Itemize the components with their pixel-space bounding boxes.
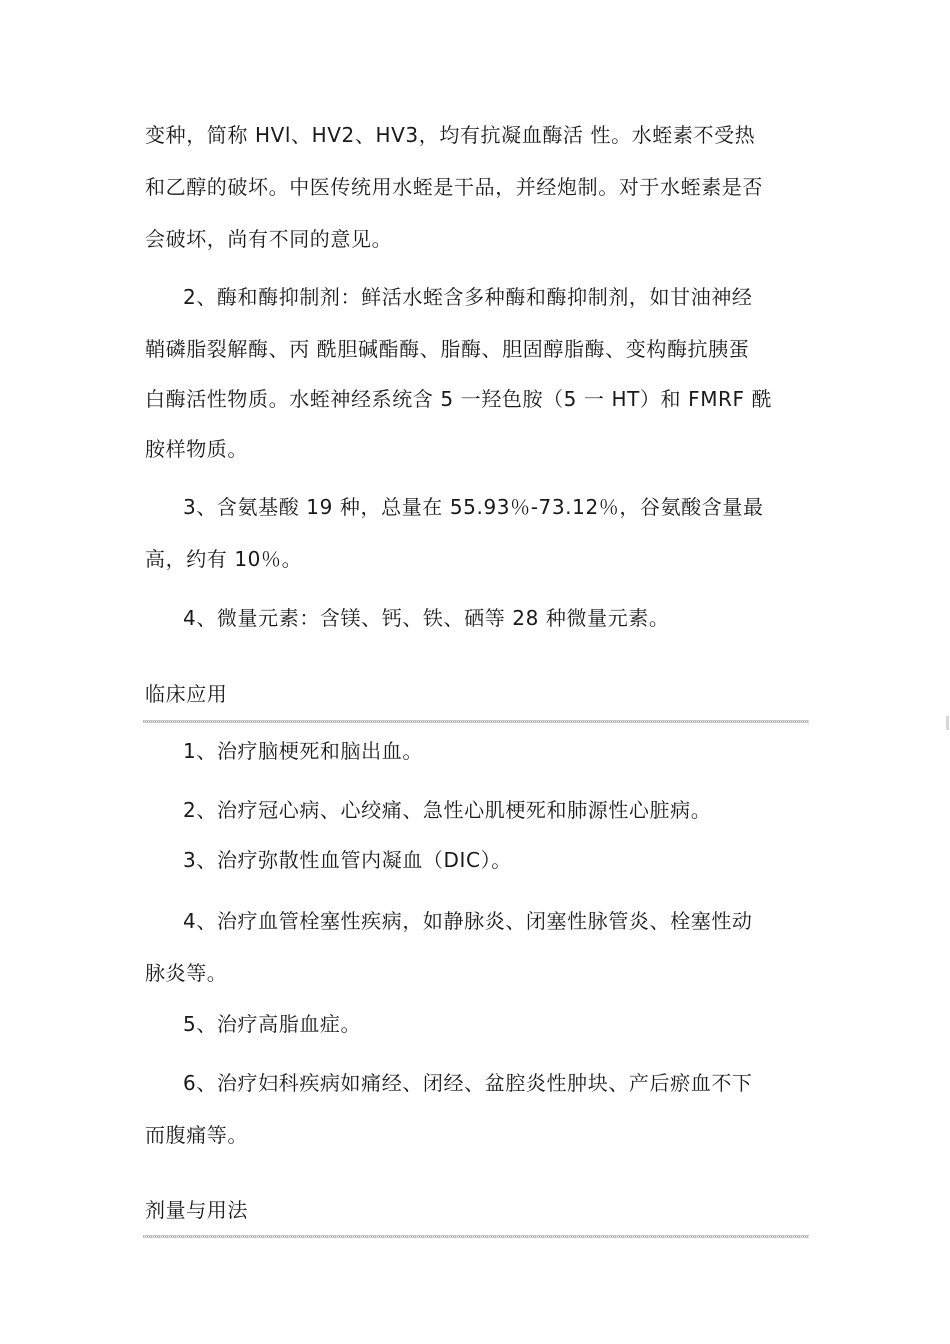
composition-para3-line2: 高，约有 10％。 xyxy=(145,547,303,571)
section-heading-clinical: 临床应用 xyxy=(145,682,228,706)
clinical-item-5: 5、治疗高脂血症。 xyxy=(183,1012,362,1036)
clinical-item-6-line1: 6、治疗妇科疾病如痛经、闭经、盆腔炎性肿块、产后瘀血不下 xyxy=(183,1071,753,1095)
composition-para3-line1: 3、含氨基酸 19 种，总量在 55.93％-73.12％，谷氨酸含量最 xyxy=(183,495,764,519)
page-edge-mark xyxy=(946,716,949,730)
composition-para4-line1: 4、微量元素：含镁、钙、铁、硒等 28 种微量元素。 xyxy=(183,606,670,630)
composition-para1-line2: 和乙醇的破坏。中医传统用水蛭是干品，并经炮制。对于水蛭素是否 xyxy=(145,175,763,199)
composition-para2-line2: 鞘磷脂裂解酶、丙 酰胆碱酯酶、脂酶、胆固醇脂酶、变构酶抗胰蛋 xyxy=(145,337,750,361)
section-divider-dosage xyxy=(143,1235,809,1238)
clinical-item-2: 2、治疗冠心病、心绞痛、急性心肌梗死和肺源性心脏病。 xyxy=(183,798,712,822)
composition-para1-line1: 变种，简称 HVl、HV2、HV3，均有抗凝血酶活 性。水蛭素不受热 xyxy=(145,123,756,147)
composition-para2-line1: 2、酶和酶抑制剂：鲜活水蛭含多种酶和酶抑制剂，如甘油神经 xyxy=(183,285,753,309)
section-heading-dosage: 剂量与用法 xyxy=(145,1198,248,1222)
composition-para2-line4: 胺样物质。 xyxy=(145,437,248,461)
composition-para1-line3: 会破坏，尚有不同的意见。 xyxy=(145,227,393,251)
clinical-item-1: 1、治疗脑梗死和脑出血。 xyxy=(183,739,423,763)
clinical-item-4-line2: 脉炎等。 xyxy=(145,961,228,985)
section-divider-clinical xyxy=(143,720,809,723)
clinical-item-6-line2: 而腹痛等。 xyxy=(145,1123,248,1147)
clinical-item-3: 3、治疗弥散性血管内凝血（DIC）。 xyxy=(183,848,512,872)
clinical-item-4-line1: 4、治疗血管栓塞性疾病，如静脉炎、闭塞性脉管炎、栓塞性动 xyxy=(183,909,753,933)
composition-para2-line3: 白酶活性物质。水蛭神经系统含 5 一羟色胺（5 一 HT）和 FMRF 酰 xyxy=(145,387,773,411)
